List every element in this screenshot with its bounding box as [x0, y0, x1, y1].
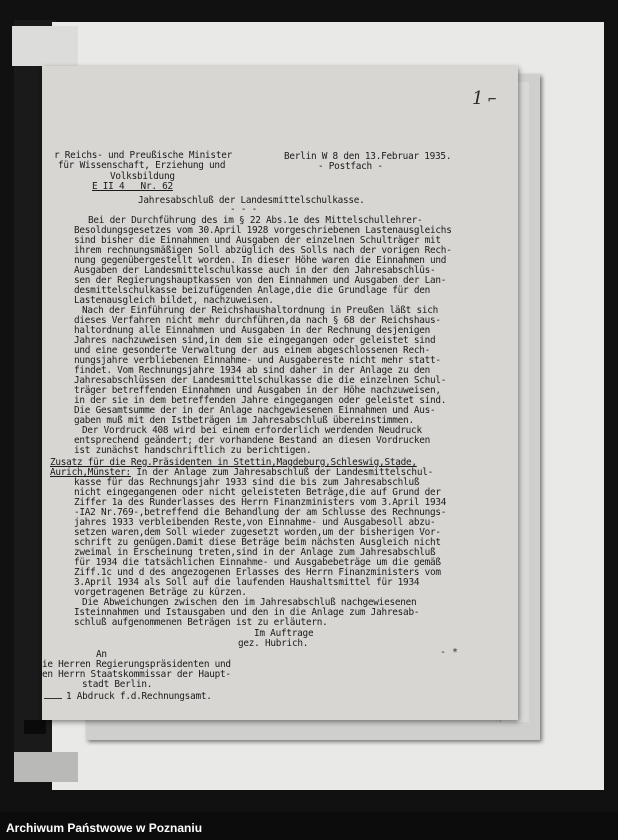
archive-credit: Archiwum Państwowe w Poznaniu	[6, 821, 203, 835]
handwritten-stroke	[44, 698, 62, 699]
ministry-line: für Wissenschaft, Erziehung und	[58, 160, 226, 171]
body-line: Bei der Durchführung des im § 22 Abs.1e des Mittelschullehrer-	[88, 215, 423, 226]
zusatz-line: schluß aufgenommenen Beträgen ist zu erläutern.	[74, 617, 328, 628]
typed-letter-page	[42, 66, 518, 720]
body-line: träger betreffenden Einnahmen und Ausgaben in der Höhe nachzuweisen,	[74, 385, 441, 396]
zusatz-line: Ziffer 1a des Runderlasses des Herrn Finanzministers vom 3.April 1934	[74, 497, 447, 508]
body-line: haltordnung alle Einnahmen und Ausgaben in der Rechnung desjenigen	[74, 325, 431, 336]
zusatz-line: jahres 1933 verbleibenden Reste,von Einnahme- und Ausgabesoll abzu-	[74, 517, 436, 528]
zusatz-line: Ziff.1c und d des angezogenen Erlasses des Herrn Finanzministers vom	[74, 567, 441, 578]
file-reference: E II 4 Nr. 62	[92, 181, 173, 192]
body-line: Lastenausgleich bildet, nachzuweisen.	[74, 295, 274, 306]
body-line: sind bisher die Einnahmen und Ausgaben der einzelnen Schulträger mit	[74, 235, 441, 246]
body-line: ist zunächst handschriftlich zu berichtigen.	[74, 445, 312, 456]
signature-name: gez. Hubrich.	[238, 638, 309, 649]
body-line: Die Gesamtsumme der in der Anlage nachgewiesenen Einnahmen und Aus-	[74, 405, 436, 416]
margin-mark: - *	[440, 647, 459, 658]
addressee-an: An	[96, 649, 107, 660]
page-corner-mark: ⌐	[488, 92, 497, 108]
copy-note: 1 Abdruck f.d.Rechnungsamt.	[66, 691, 212, 702]
film-perforation	[24, 720, 46, 734]
addressee-line: stadt Berlin.	[82, 679, 153, 690]
backing-card-corner	[14, 752, 78, 782]
zusatz-heading: Aurich,Münster:	[50, 467, 131, 478]
zusatz-line: kasse für das Rechnungsjahr 1933 sind die bis zum Jahresabschluß	[74, 477, 420, 488]
subject-line: Jahresabschluß der Landesmittelschulkasse.	[138, 195, 365, 206]
body-line: desmittelschulkasse beizufügenden Anlage,die die Grundlage für den	[74, 285, 431, 296]
body-line: sen der Regierungshauptkassen von den Einnahmen und Ausgaben der Lan-	[74, 275, 447, 286]
zusatz-heading: Zusatz für die Reg.Präsidenten in Stettin,Magdeburg,Schleswig,Stade,	[50, 457, 417, 468]
zusatz-line: 3.April 1934 als Soll auf die laufenden Haushaltsmittel für 1934	[74, 577, 420, 588]
zusatz-line: setzen waren,dem Soll wieder zugesetzt worden,um der bisherigen Vor-	[74, 527, 441, 538]
zusatz-line: Isteinnahmen und Istausgaben und den in die Anlage zum Jahresab-	[74, 607, 420, 618]
subject-rule: - - -	[230, 204, 257, 215]
zusatz-line: zweimal in Erscheinung treten,sind in der Anlage zum Jahresabschluß	[74, 547, 436, 558]
card-tab	[12, 26, 78, 66]
archive-footer-bar	[0, 812, 618, 840]
addressee-line: en Herrn Staatskommissar der Haupt-	[42, 669, 231, 680]
zusatz-line: schrift zu genügen.Damit diese Beträge beim nächsten Ausgleich nicht	[74, 537, 441, 548]
zusatz-line: vorgetragenen Beträge zu kürzen.	[74, 587, 247, 598]
body-line: Besoldungsgesetzes vom 30.April 1928 vorgeschriebenen Lastenausgleichs	[74, 225, 452, 236]
postfach-line: - Postfach -	[318, 161, 383, 172]
place-and-date: Berlin W 8 den 13.Februar 1935.	[284, 151, 452, 162]
body-line: ihrem rechnungsmäßigen Soll abzüglich des Solls nach der vorigen Rech-	[74, 245, 452, 256]
body-line: Nach der Einführung der Reichshaushaltordnung in Preußen läßt sich	[82, 305, 439, 316]
ministry-line: r Reichs- und Preußische Minister	[54, 150, 233, 161]
body-line: Der Vordruck 408 wird bei einem erforderlich werdenden Neudruck	[82, 425, 422, 436]
body-line: Ausgaben der Landesmittelschulkasse auch in der den Jahresabschlüs-	[74, 265, 436, 276]
body-line: Jahresabschlüssen der Landesmittelschulkasse die die einzelnen Schul-	[74, 375, 447, 386]
body-line: Jahres nachzuweisen sind,in dem sie eingegangen oder geleistet sind	[74, 335, 436, 346]
body-line: und eine gesonderte Verwaltung der aus einem abgeschlossenen Rech-	[74, 345, 431, 356]
body-line: dieses Verfahren nicht mehr durchführen,da nach § 68 der Reichshaus-	[74, 315, 441, 326]
body-line: gaben muß mit den Istbeträgen im Jahresabschluß übereinstimmen.	[74, 415, 414, 426]
zusatz-line: für 1934 die tatsächlichen Einnahme- und Ausgabebeträge um die gemäß	[74, 557, 441, 568]
body-line: entsprechend geändert; der vorhandene Bestand an diesen Vordrucken	[74, 435, 431, 446]
body-line: nung gegenübergestellt worden. In dieser Höhe waren die Einnahmen und	[74, 255, 447, 266]
body-line: in der sie in dem betreffenden Jahre eingegangen oder geleistet sind.	[74, 395, 447, 406]
zusatz-line: In der Anlage zum Jahresabschluß der Landesmittelschul-	[130, 467, 433, 478]
ministry-line: Volksbildung	[110, 171, 175, 182]
addressee-line: ie Herren Regierungspräsidenten und	[42, 659, 231, 670]
body-line: findet. Vom Rechnungsjahre 1934 ab sind daher in der Anlage zu den	[74, 365, 431, 376]
signature-auftrag: Im Auftrage	[254, 628, 314, 639]
zusatz-line: Die Abweichungen zwischen den im Jahresabschluß nachgewiesenen	[82, 597, 417, 608]
body-line: nungsjahre verbliebenen Einnahme- und Ausgabereste nicht mehr statt-	[74, 355, 441, 366]
zusatz-line: -IA2 Nr.769-,betreffend die Behandlung der am Schlusse des Rechnungs-	[74, 507, 447, 518]
page-number: 1	[472, 88, 484, 109]
zusatz-line: nicht eingegangenen oder nicht geleisteten Beträge,die auf Grund der	[74, 487, 441, 498]
